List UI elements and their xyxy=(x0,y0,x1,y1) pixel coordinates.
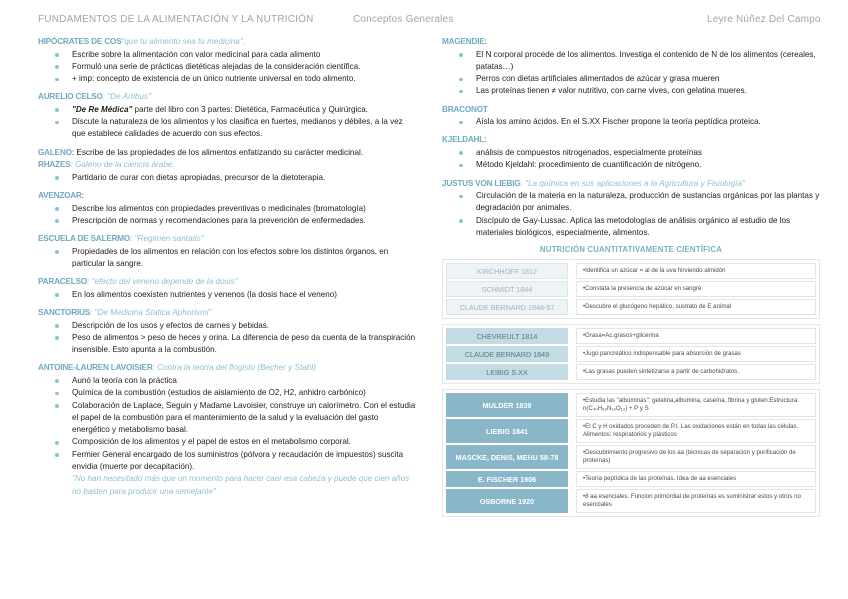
bullet-list xyxy=(38,104,416,141)
section-heading xyxy=(38,190,416,203)
author-name: KJELDAHL xyxy=(442,135,485,145)
section-heading xyxy=(442,134,820,147)
section-magendie xyxy=(442,36,820,98)
timeline-text: •El C y H oxidados proceden de P.I. Las oxidaciones están en todas las células. Alimentos: respiratorios y plásticos xyxy=(576,419,816,443)
timeline-label: OSBORNE 1920 xyxy=(446,489,568,513)
list-item: Circulación de la materia en la naturaleza, producción de sustancias orgánicas por las plantas y degradación por animales. xyxy=(442,190,820,215)
list-item xyxy=(38,104,416,116)
section-heading xyxy=(38,159,416,172)
header-author: Leyre Núñez Del Campo xyxy=(707,14,821,25)
timeline-row xyxy=(446,489,816,513)
author-description: : xyxy=(484,135,487,145)
author-name: GALENO xyxy=(38,147,72,157)
author-name: BRACONOT xyxy=(442,104,488,114)
timeline-group-carbohydrates xyxy=(442,259,820,319)
bullet-list xyxy=(38,203,416,228)
timeline-row xyxy=(446,299,816,315)
list-item: análisis de compuestos nitrogenados, especialmente proteínas xyxy=(442,147,820,159)
section-hipocrates xyxy=(38,36,416,85)
list-item: Método Kjeldahl: procedimiento de cuantificación de nitrógeno. xyxy=(442,159,820,171)
list-item: En los alimentos coexisten nutrientes y venenos (la dosis hace el veneno) xyxy=(38,289,416,301)
list-item: Composición de los alimentos y el papel de estos en el metabolismo corporal. xyxy=(38,436,416,448)
list-item: Descripción de los usos y efectos de carnes y bebidas. xyxy=(38,320,416,332)
section-liebig xyxy=(442,178,820,240)
timeline-row xyxy=(446,471,816,487)
timeline-label: KIRCHHOFF 1812 xyxy=(446,263,568,279)
author-name: AURELIO CELSO xyxy=(38,92,103,102)
section-heading xyxy=(442,104,820,117)
author-name: HIPÓCRATES DE COS xyxy=(38,37,122,46)
author-name: PARACELSO xyxy=(38,277,87,287)
list-item: Aunó la teoría con la práctica xyxy=(38,375,416,387)
author-quote: : "La química en sus aplicaciones a la Agricultura y Fisiología" xyxy=(520,178,745,188)
timeline-row xyxy=(446,364,816,380)
bullet-list xyxy=(38,289,416,301)
section-heading xyxy=(38,307,416,320)
timeline-text: •Teoría peptídica de las proteínas. Idea de aa esenciales xyxy=(576,471,816,487)
timeline-group-proteins xyxy=(442,389,820,517)
timeline-label: MULDER 1839 xyxy=(446,393,568,417)
timeline-text: •Jugo pancreático indispensable para absorción de grasas xyxy=(576,346,816,362)
timeline-label: SCHMIDT 1844 xyxy=(446,281,568,297)
list-item: Escribe sobre la alimentación con valor medicinal para cada alimento xyxy=(38,49,416,61)
list-item: Formuló una serie de prácticas dietéticas alejadas de la consideración científica. xyxy=(38,61,416,73)
timeline-label: CLAUDE BERNARD 1848-57 xyxy=(446,299,568,315)
timeline-group-fats xyxy=(442,324,820,384)
author-name: SANCTORIUS xyxy=(38,308,90,318)
list-item: Química de la combustión (estudios de aislamiento de O2, H2, anhidro carbónico) xyxy=(38,387,416,399)
timeline-row xyxy=(446,445,816,469)
list-item-text: parte del libro con 3 partes: Dietética, Farmacéutica y Quirúrgica. xyxy=(132,104,369,114)
list-item: Las proteínas tienen ≠ valor nutritivo, con carne vives, con gelatina mueres. xyxy=(442,85,820,97)
list-item: Prescripción de normas y recomendaciones para la prevención de enfermedades. xyxy=(38,215,416,227)
timeline-row xyxy=(446,263,816,279)
bullet-list xyxy=(442,49,820,98)
list-item: Discípulo de Gay-Lussac. Aplica las metodologías de análisis orgánico al estudio de los materiales biológicos, especialmente, alimentos. xyxy=(442,215,820,240)
section-avenzoar xyxy=(38,190,416,227)
bullet-list xyxy=(38,320,416,357)
bullet-list xyxy=(442,147,820,172)
timeline-label: LIEBIG 1841 xyxy=(446,419,568,443)
list-item: Discute la naturaleza de los alimentos y los clasifica en fuertes, medianos y débiles, a la vez que establece calidades de acuerdo con sus efectos. xyxy=(38,116,416,141)
list-item: Propiedades de los alimentos en relación con los efectos sobre los distintos órganos, en particular la sangre. xyxy=(38,246,416,271)
author-description: : Escribe de las propiedades de los alimentos enfatizando su carácter medicinal. xyxy=(71,147,364,157)
timeline-row xyxy=(446,281,816,297)
bullet-list xyxy=(442,116,820,128)
section-escuela-salerno xyxy=(38,233,416,270)
section-heading xyxy=(442,36,820,49)
section-heading xyxy=(38,91,416,104)
timeline-label: CHEVREULT 1814 xyxy=(446,328,568,344)
author-name: AVENZOAR xyxy=(38,191,82,201)
bullet-list xyxy=(38,246,416,271)
right-column xyxy=(442,36,820,522)
section-rhazes xyxy=(38,159,416,184)
section-heading xyxy=(38,276,416,289)
author-quote: : "De Artibus" xyxy=(102,92,152,102)
author-description: : xyxy=(484,37,487,46)
list-item: El N corporal procede de los alimentos. Investiga el contenido de N de los alimentos (cereales, patatas…) xyxy=(442,49,820,74)
closing-quote: "No han necesitado más que un momento para hacer caer esa cabeza y puede que cien años no basten para producir una semejante" xyxy=(72,474,410,496)
author-name: MAGENDIE xyxy=(442,37,485,46)
header-course: FUNDAMENTOS DE LA ALIMENTACIÓN Y LA NUTRICIÓN xyxy=(38,14,314,25)
list-item: + imp: concepto de existencia de un único nutriente universal en todo alimento. xyxy=(38,73,416,85)
timeline-text: •Grasa=Ac.grasos+glicerina xyxy=(576,328,816,344)
list-item: Peso de alimentos > peso de heces y orina. La diferencia de peso da cuenta de la transpiración insensible. Esto apunta a la combustión. xyxy=(38,332,416,357)
author-quote: "que tu alimento sea tu medicina". xyxy=(121,37,246,46)
section-heading xyxy=(442,178,820,191)
book-title: "De Re Médica" xyxy=(72,104,133,114)
section-galeno xyxy=(38,147,416,160)
timeline-row xyxy=(446,419,816,443)
bullet-list xyxy=(38,375,416,498)
timeline-row xyxy=(446,393,816,417)
section-heading xyxy=(38,147,416,160)
section-paracelso xyxy=(38,276,416,301)
list-item: Perros con dietas artificiales alimentados de azúcar y grasa mueren xyxy=(442,73,820,85)
header-topic: Conceptos Generales xyxy=(353,14,454,25)
left-column xyxy=(38,36,416,504)
author-name: JUSTUS VON LIEBIG xyxy=(442,178,521,188)
author-quote: : Galeno de la ciencia árabe. xyxy=(70,160,175,170)
list-item: Fermier General encargado de los suministros (pólvora y recaudación de impuestos) suscita envidia (muerte por decapitación). xyxy=(38,449,416,474)
bullet-list xyxy=(38,172,416,184)
section-heading xyxy=(38,362,416,375)
section-braconot xyxy=(442,104,820,129)
author-name: ESCUELA DE SALERMO xyxy=(38,234,131,244)
bullet-list xyxy=(38,49,416,86)
list-item: Aísla los amino ácidos. En el S.XX Fischer propone la teoría peptídica proteica. xyxy=(442,116,820,128)
bullet-list xyxy=(442,190,820,239)
timeline-label: CLAUDE BERNARD 1849 xyxy=(446,346,568,362)
section-heading xyxy=(38,233,416,246)
author-name: ANTOINE-LAUREN LAVOISIER xyxy=(38,363,153,373)
timeline-text: •8 aa esenciales. Funcion primordial de proteínas es suministrar estos y otros no esenciales xyxy=(576,489,816,513)
timeline-text: •Las grasas pueden sintetizarse a partir de carbohidratos. xyxy=(576,364,816,380)
timeline-row xyxy=(446,346,816,362)
timeline-label: E. FISCHER 1906 xyxy=(446,471,568,487)
list-item: Describe los alimentos con propiedades preventivas o medicinales (bromatología) xyxy=(38,203,416,215)
author-quote: : "De Medicina Statica Aphorismi" xyxy=(89,308,212,318)
section-heading xyxy=(38,36,416,49)
author-description: : xyxy=(81,191,85,201)
timeline-label: LEIBIG S.XX xyxy=(446,364,568,380)
author-quote: : "Regimen santatis" xyxy=(130,234,204,244)
author-name: RHAZES xyxy=(38,160,71,170)
section-sanctorius xyxy=(38,307,416,356)
timeline-row xyxy=(446,328,816,344)
author-quote: : "efecto del veneno depende de la dosis" xyxy=(87,277,238,287)
section-kjeldahl xyxy=(442,134,820,171)
timeline-text: •Identifica un azúcar = al de la uva hirviendo almidón xyxy=(576,263,816,279)
timeline-text: •Descubrimiento progresivo de los aa (técnicas de separación y purificación de proteínas) xyxy=(576,445,816,469)
timeline-subtitle: NUTRICIÓN CUANTITATIVAMENTE CIENTÍFICA xyxy=(539,245,723,255)
list-item: Colaboración de Laplace, Seguin y Madame Lavoisier, construye un calorímetro. Con el estudia el papel de la combustión para el mantenimiento de la salud y la evaluación del gasto energético y metabolismo basal. xyxy=(38,400,416,437)
timeline-text: •Constata la presencia de azúcar en sangre xyxy=(576,281,816,297)
section-lavoisier xyxy=(38,362,416,497)
timeline-label: MASCKE, DENIS, MEHU 58-78 xyxy=(446,445,568,469)
author-quote: : Contra la teoría del flogisto (Becher y Stahl) xyxy=(152,363,316,373)
timeline-text: •Descubre el glucógeno hepático, sustrato de E animal xyxy=(576,299,816,315)
section-aurelio-celso xyxy=(38,91,416,140)
timeline-text: •Estudia las "albúminas": gelatina,albumina, caseína, fibrina y gluten.Estructura: n(C₄₀H₆₂N₁₀O₁₂) + P y S xyxy=(576,393,816,417)
list-item: Partidario de curar con dietas apropiadas, precursor de la dietoterapia. xyxy=(38,172,416,184)
